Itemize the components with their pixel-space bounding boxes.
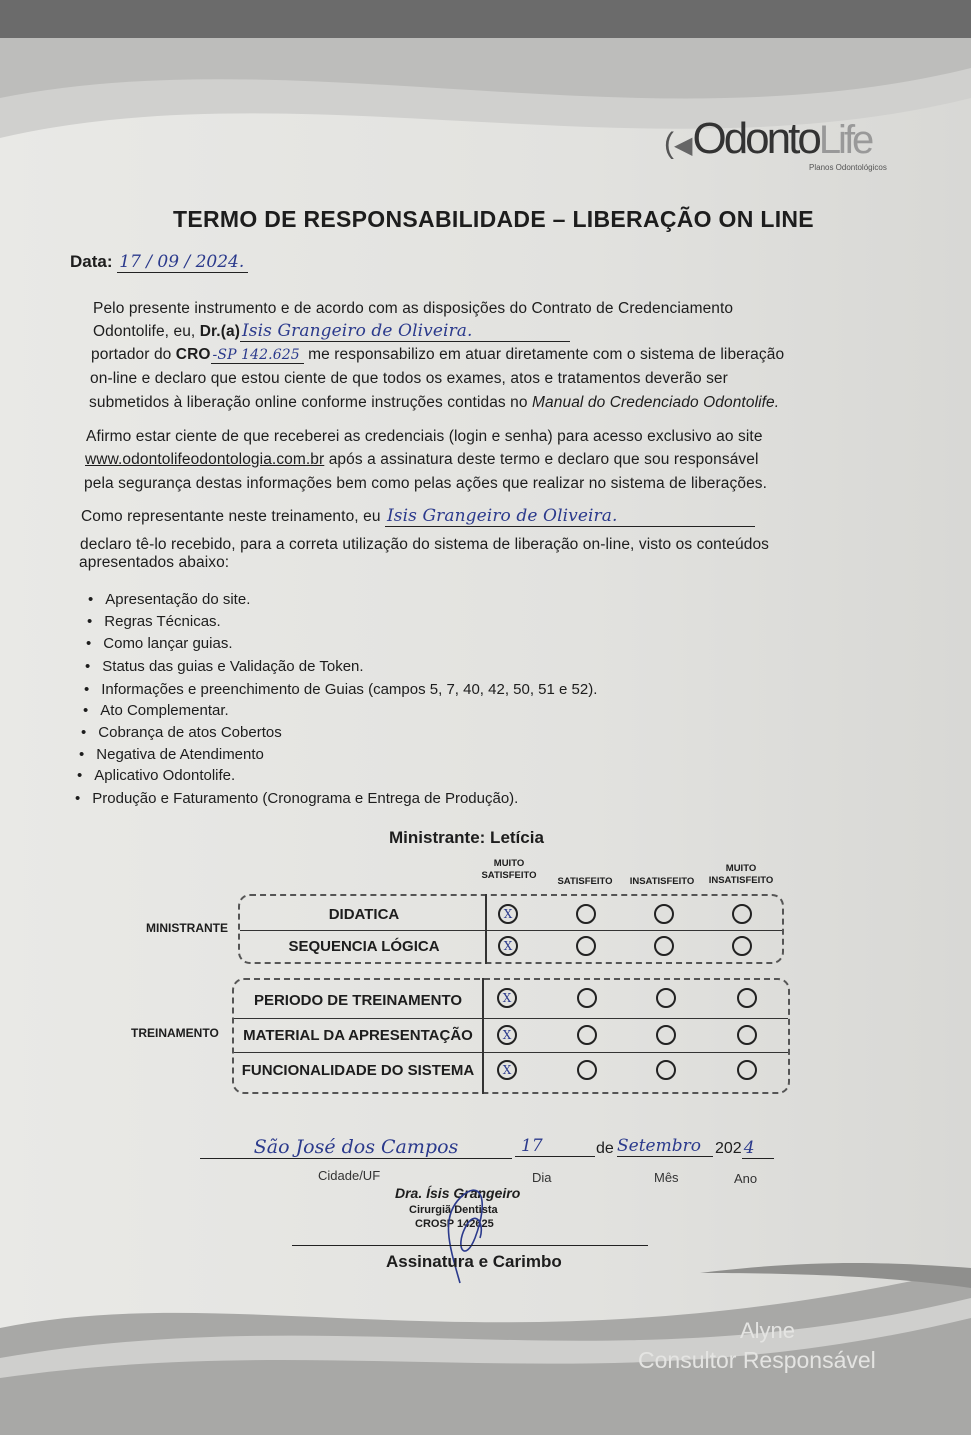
topic-item: • Apresentação do site. [88, 591, 250, 608]
topic-item: • Como lançar guias. [86, 635, 233, 652]
cro-label: CRO [175, 346, 211, 363]
rating-radio[interactable]: X [497, 1060, 517, 1080]
rating-radio[interactable]: X [498, 904, 518, 924]
rating-radio[interactable] [576, 936, 596, 956]
para1-line3 [91, 346, 784, 364]
para1-line5 [89, 394, 779, 412]
row-label: FUNCIONALIDADE DO SISTEMA [241, 1062, 475, 1079]
topic-item: • Informações e preenchimento de Guias (campos 5, 7, 40, 42, 50, 51 e 52). [84, 681, 597, 698]
topic-item: • Aplicativo Odontolife. [77, 767, 235, 784]
topic-item: • Status das guias e Validação de Token. [85, 658, 364, 675]
logo-tail: Life [818, 118, 872, 162]
odontolife-logo: (◀OdontoLife [664, 114, 872, 163]
rating-radio[interactable] [656, 1025, 676, 1045]
para1-line2 [93, 321, 570, 342]
stamp-cro: CROSP 142625 [415, 1218, 494, 1230]
para3-line2: declaro tê-lo recebido, para a correta utilização do sistema de liberação on-line, visto os conteúdos [80, 536, 770, 553]
text: portador do [91, 346, 176, 363]
column-divider [485, 894, 487, 964]
city-label: Cidade/UF [318, 1168, 381, 1183]
dr-label: Dr.(a) [199, 323, 240, 340]
rating-radio[interactable] [577, 1060, 597, 1080]
para2-line1: Afirmo estar ciente de que receberei as credenciais (login e senha) para acesso exclusivo ao site [86, 428, 763, 445]
month-handwritten: Setembro [617, 1136, 701, 1156]
day-field [515, 1136, 595, 1157]
rating-radio[interactable] [737, 1025, 757, 1045]
ministrante-heading: Ministrante: Letícia [389, 828, 544, 847]
rating-radio[interactable]: X [498, 936, 518, 956]
row-label: SEQUENCIA LÓGICA [288, 938, 440, 955]
rating-radio[interactable] [654, 936, 674, 956]
cro-value-handwritten: -SP 142.625 [211, 347, 304, 364]
date-value: 17 / 09 / 2024. [117, 252, 248, 273]
month-label: Mês [654, 1170, 679, 1185]
city-field [200, 1136, 512, 1159]
header-muito-satisfeito: MUITO SATISFEITO [481, 858, 537, 881]
topic-item: • Regras Técnicas. [87, 613, 221, 630]
day-label: Dia [532, 1170, 552, 1185]
header-insatisfeito: INSATISFEITO [629, 876, 695, 887]
consultant-name: Alyne [740, 1318, 796, 1343]
header-muito-insatisfeito: MUITO INSATISFEITO [708, 863, 774, 886]
para1-line1: Pelo presente instrumento e de acordo com as disposições do Contrato de Credenciamento [93, 300, 734, 317]
rating-radio[interactable] [577, 988, 597, 1008]
rating-radio[interactable] [732, 904, 752, 924]
rating-radio[interactable] [737, 1060, 757, 1080]
consultant-role: Consultor Responsável [638, 1347, 876, 1373]
group-label-treinamento: TREINAMENTO [131, 1026, 219, 1040]
stamp-name: Dra. Ísis Grangeiro [395, 1185, 521, 1201]
text: Odontolife, eu, [93, 323, 200, 340]
year-prefix: 202 [715, 1140, 742, 1157]
group-label-ministrante: MINISTRANTE [146, 921, 228, 935]
text: me responsabilizo em atuar diretamente com o sistema de liberação [303, 346, 785, 363]
date-field [70, 252, 248, 273]
day-handwritten: 17 [521, 1136, 543, 1156]
rating-radio[interactable] [737, 988, 757, 1008]
website-link[interactable]: www.odontolifeodontologia.com.br [85, 451, 325, 468]
header-satisfeito: SATISFEITO [557, 876, 613, 887]
document-page [0, 38, 971, 1435]
signature-line [292, 1245, 648, 1246]
rating-radio[interactable] [656, 988, 676, 1008]
logo-main: Odonto [692, 114, 819, 163]
rating-radio[interactable] [576, 904, 596, 924]
row-label: MATERIAL DA APRESENTAÇÃO [243, 1027, 473, 1044]
topic-item: • Negativa de Atendimento [79, 746, 264, 763]
row-label: DIDATICA [328, 905, 400, 923]
signature-label: Assinatura e Carimbo [386, 1252, 562, 1271]
manual-reference: Manual do Credenciado Odontolife. [532, 394, 780, 411]
month-field [617, 1136, 713, 1157]
year-field [715, 1138, 774, 1159]
stamp-role: Cirurgiã Dentista [409, 1204, 498, 1216]
date-label: Data: [70, 252, 113, 271]
para3-line1 [81, 506, 755, 527]
topic-item: • Ato Complementar. [83, 702, 229, 719]
para2-line2 [85, 451, 759, 469]
para2-line3: pela segurança destas informações bem como pelas ações que realizar no sistema de liberações. [84, 475, 768, 492]
dr-name-handwritten: Isis Grangeiro de Oliveira. [240, 321, 570, 342]
column-divider [482, 978, 484, 1094]
rating-radio[interactable] [656, 1060, 676, 1080]
topic-item: • Cobrança de atos Cobertos [81, 724, 282, 741]
topic-item: • Produção e Faturamento (Cronograma e Entrega de Produção). [75, 790, 518, 807]
rating-radio[interactable]: X [497, 988, 517, 1008]
tooth-icon: ◀ [674, 132, 693, 159]
logo-tagline: Planos Odontológicos [809, 163, 887, 172]
year-label: Ano [734, 1171, 758, 1186]
text: após a assinatura deste termo e declaro que sou responsável [324, 451, 759, 468]
rating-radio[interactable] [654, 904, 674, 924]
para3-line3: apresentados abaixo: [79, 554, 230, 571]
representative-name-handwritten: Isis Grangeiro de Oliveira. [385, 506, 755, 527]
text: submetidos à liberação online conforme instruções contidas no [89, 394, 533, 411]
row-label: PERIODO DE TREINAMENTO [253, 991, 463, 1009]
document-title: TERMO DE RESPONSABILIDADE – LIBERAÇÃO ON LINE [173, 206, 814, 232]
rating-radio[interactable] [577, 1025, 597, 1045]
text: Como representante neste treinamento, eu [81, 508, 385, 525]
de-text: de [596, 1140, 614, 1157]
para1-line4: on-line e declaro que estou ciente de que todos os exames, atos e tratamentos deverão ser [90, 370, 728, 387]
rating-radio[interactable]: X [497, 1025, 517, 1045]
city-handwritten: São José dos Campos [253, 1136, 459, 1158]
rating-radio[interactable] [732, 936, 752, 956]
year-handwritten: 4 [742, 1138, 774, 1159]
